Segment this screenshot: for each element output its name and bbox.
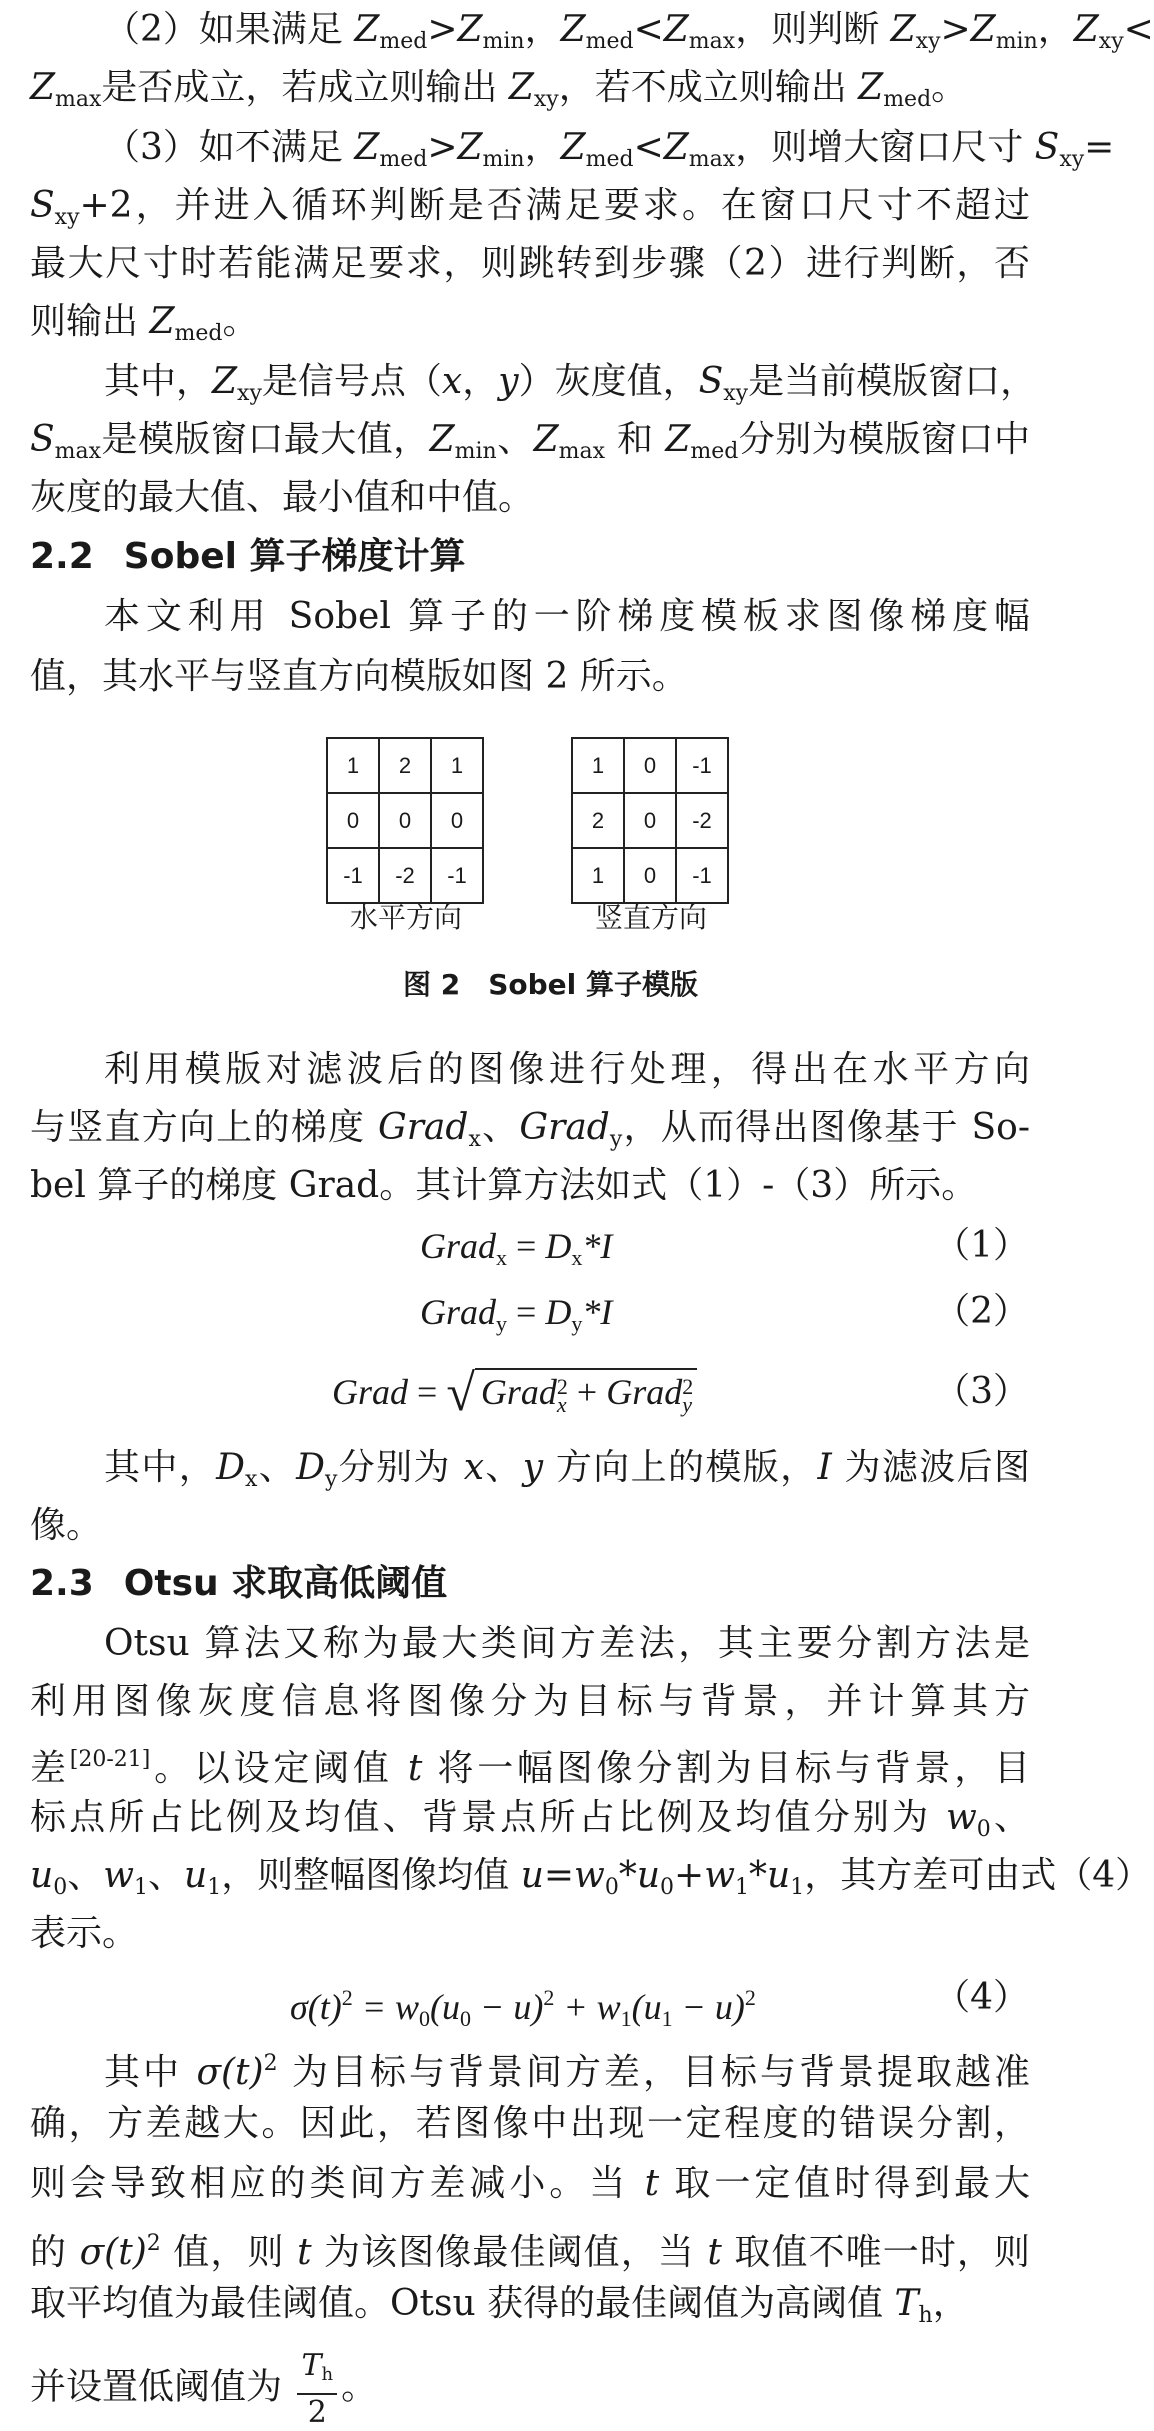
otsu-line-2: 利用图像灰度信息将图像分为目标与背景，并计算其方: [30, 1681, 1030, 1722]
sigma-line-4: 的 $\sigma(t)^2$ 值，则 t 为该图像最佳阈值，当 t 取值不唯一时，则: [30, 2231, 1030, 2273]
equation-2: Grad$_y$ = $D_y*I$: [420, 1292, 613, 1336]
label-vertical: 竖直方向: [594, 901, 707, 934]
dxdy-line-2: 像。: [30, 1505, 103, 1546]
otsu-line-6: 表示。: [30, 1913, 139, 1954]
otsu-line-3: 差[20-21]。以设定阈值 t 将一幅图像分割为目标与背景，目: [30, 1747, 1030, 1789]
label-horizontal: 水平方向: [349, 901, 462, 934]
sigma-line-5: 取平均值为最佳阈值。Otsu 获得的最佳阈值为高阈值 $T_h$，: [30, 2283, 969, 2328]
where-line-2: $S_{max}$是模版窗口最大值，$Z_{min}$、$Z_{max}$ 和 $Z_{med}$分别为模版窗口中: [30, 419, 1030, 464]
otsu-line-1: Otsu 算法又称为最大类间方差法，其主要分割方法是: [104, 1623, 1030, 1664]
sigma-line-2: 确，方差越大。因此，若图像中出现一定程度的错误分割，: [30, 2103, 1030, 2144]
otsu-line-4: 标点所占比例及均值、背景点所占比例及均值分别为 $w_0$、: [30, 1797, 1030, 1842]
sobel-horizontal-kernel: 1 2 1 0 0 0 -1 -2 -1: [326, 737, 484, 904]
sigma-line-1: 其中 $\sigma(t)^2$ 为目标与背景间方差，目标与背景提取越准: [104, 2051, 1030, 2093]
equation-1: Grad$_x$ = $D_x*I$: [420, 1226, 613, 1270]
dxdy-line-1: 其中，$D_x$、$D_y$分别为 x、y 方向上的模版，I 为滤波后图: [104, 1447, 1030, 1492]
otsu-line-5: $u_0$、$w_1$、$u_1$，则整幅图像均值 $u=w_0*u_0+w_1*u_1$，其方差可由式（4）: [30, 1855, 1152, 1900]
equation-2-number: （2）: [934, 1291, 1029, 1332]
sigma-line-6: 并设置低阈值为 $\frac{T_h}{2}$ 。: [30, 2348, 378, 2430]
step3-line-3: 最大尺寸时若能满足要求，则跳转到步骤（2）进行判断，否: [30, 243, 1030, 284]
step3-line-1: （3）如不满足 $Z_{med}>Z_{min}$，$Z_{med}<Z_{max}$，则增大窗口尺寸 $S_{xy}=$: [104, 127, 1115, 172]
where-line-3: 灰度的最大值、最小值和中值。: [30, 477, 535, 518]
grad-line-3: bel 算子的梯度 Grad。其计算方法如式（1）-（3）所示。: [30, 1165, 978, 1206]
equation-3: Grad = √ Grad 2 x + Grad 2 y: [332, 1362, 697, 1424]
equation-4: $\sigma(t)^2 = w_0(u_0 - u)^2 + w_1(u_1 - u)^2$: [290, 1985, 756, 2031]
step2-line-2: $Z_{max}$是否成立，若成立则输出 $Z_{xy}$，若不成立则输出 $Z_{med}$。: [30, 67, 968, 112]
equation-3-number: （3）: [934, 1371, 1029, 1412]
grad-line-1: 利用模版对滤波后的图像进行处理，得出在水平方向: [104, 1049, 1030, 1090]
where-line-1: 其中，$Z_{xy}$是信号点（x，y）灰度值，$S_{xy}$是当前模版窗口，: [104, 361, 1037, 406]
step3-line-4: 则输出 $Z_{med}$。: [30, 301, 259, 346]
grad-line-2: 与竖直方向上的梯度 Grad$_x$、Grad$_y$，从而得出图像基于 So-: [30, 1107, 1030, 1152]
low-threshold-fraction: $\frac{T_h}{2}$: [297, 2348, 337, 2431]
sobel-vertical-kernel: 1 0 -1 2 0 -2 1 0 -1: [571, 737, 729, 904]
sobel-line-2: 值，其水平与竖直方向模版如图 2 所示。: [30, 656, 688, 697]
section-2-2-heading: 2.2 Sobel 算子梯度计算: [30, 536, 466, 577]
sigma-line-3: 则会导致相应的类间方差减小。当 t 取一定值时得到最大: [30, 2163, 1030, 2204]
step3-line-2: $S_{xy}+2$，并进入循环判断是否满足要求。在窗口尺寸不超过: [30, 185, 1030, 230]
equation-4-number: （4）: [934, 1977, 1029, 2018]
equation-1-number: （1）: [934, 1225, 1029, 1266]
step2-line-1: （2）如果满足 $Z_{med}>Z_{min}$，$Z_{med}<Z_{max}$，则判断 $Z_{xy}>Z_{min}$，$Z_{xy}<$: [104, 9, 1154, 54]
figure-2-caption: 图 2 Sobel 算子模版: [402, 968, 699, 1001]
section-2-3-heading: 2.3 Otsu 求取高低阈值: [30, 1563, 448, 1604]
sobel-line-1: 本文利用 Sobel 算子的一阶梯度模板求图像梯度幅: [104, 596, 1030, 637]
